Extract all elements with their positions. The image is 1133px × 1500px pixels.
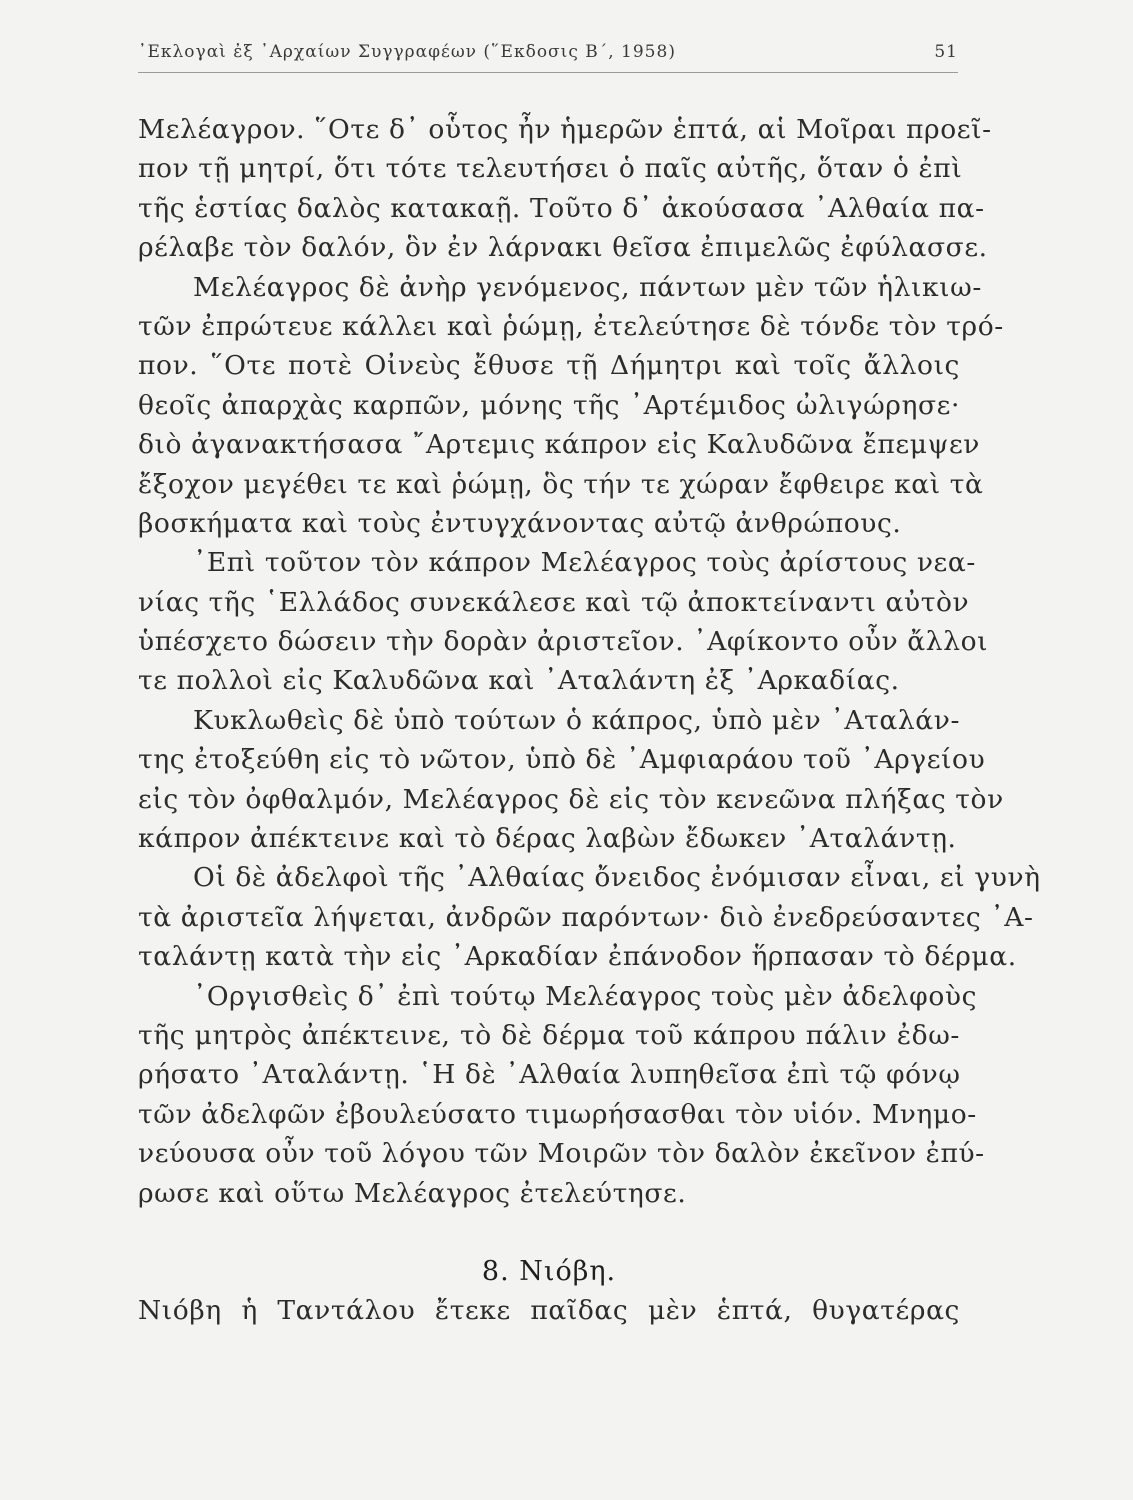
- text-line: ἔξοχον μεγέθει τε καὶ ῥώμῃ, ὃς τήν τε χώραν ἔφθειρε καὶ τὰ: [138, 468, 984, 500]
- text-line: ὑπέσχετο δώσειν τὴν δορὰν ἀριστεῖον. ᾿Αφίκοντο οὖν ἄλλοι: [138, 626, 989, 658]
- text-line: ρωσε καὶ οὕτω Μελέαγρος ἐτελεύτησε.: [138, 1177, 687, 1209]
- text-line: τῆς ἑστίας δαλὸς κατακαῇ. Τοῦτο δ᾿ ἀκούσασα ᾿Αλθαία πα-: [138, 192, 985, 224]
- text-line: τῶν ἀδελφῶν ἐβουλεύσατο τιμωρήσασθαι τὸν υἱόν. Μνημο-: [138, 1098, 977, 1130]
- section-first-line: Νιόβη ἡ Ταντάλου ἔτεκε παῖδας μὲν ἑπτά, θυγατέρας: [138, 1295, 960, 1327]
- text-line: νίας τῆς ῾Ελλάδος συνεκάλεσε καὶ τῷ ἀποκτείναντι αὐτὸν: [138, 586, 970, 618]
- paragraph: [138, 110, 992, 268]
- text-line: εἰς τὸν ὀφθαλμόν, Μελέαγρος δὲ εἰς τὸν κενεῶνα πλήξας τὸν: [138, 783, 1004, 815]
- paragraph: [138, 543, 989, 701]
- text-line: Κυκλωθεὶς δὲ ὑπὸ τούτων ὁ κάπρος, ὑπὸ μὲν ᾿Αταλάν-: [193, 704, 960, 736]
- text-line: πον τῇ μητρί, ὅτι τότε τελευτήσει ὁ παῖς αὐτῆς, ὅταν ὁ ἐπὶ: [138, 153, 963, 185]
- text-line: τῆς μητρὸς ἀπέκτεινε, τὸ δὲ δέρμα τοῦ κάπρου πάλιν ἐδω-: [138, 1019, 960, 1051]
- paragraph: [138, 701, 1004, 859]
- text-line: της ἐτοξεύθη εἰς τὸ νῶτον, ὑπὸ δὲ ᾿Αμφιαράου τοῦ ᾿Αργείου: [138, 744, 986, 776]
- paragraph: [138, 977, 985, 1213]
- text-line: νεύουσα οὖν τοῦ λόγου τῶν Μοιρῶν τὸν δαλὸν ἐκεῖνον ἐπύ-: [138, 1138, 985, 1170]
- paragraph-list: [138, 110, 1041, 1213]
- running-head: [138, 42, 958, 62]
- running-head-title: ᾿Εκλογαὶ ἐξ ᾿Αρχαίων Συγγραφέων (῞Εκδοσις Β΄, 1958): [138, 42, 676, 62]
- body-text: [138, 110, 1041, 1331]
- text-line: θεοῖς ἀπαρχὰς καρπῶν, μόνης τῆς ᾿Αρτέμιδος ὠλιγώρησε·: [138, 389, 960, 421]
- paragraph: [138, 268, 1004, 544]
- header-rule: [138, 72, 958, 73]
- text-line: ρέλαβε τὸν δαλόν, ὃν ἐν λάρνακι θεῖσα ἐπιμελῶς ἐφύλασσε.: [138, 232, 988, 264]
- text-line: ᾿Επὶ τοῦτον τὸν κάπρον Μελέαγρος τοὺς ἀρίστους νεα-: [193, 547, 976, 579]
- text-line: κάπρον ἀπέκτεινε καὶ τὸ δέρας λαβὼν ἔδωκεν ᾿Αταλάντῃ.: [138, 823, 957, 855]
- text-line: ρήσατο ᾿Αταλάντῃ. ῾Η δὲ ᾿Αλθαία λυπηθεῖσα ἐπὶ τῷ φόνῳ: [138, 1059, 961, 1091]
- text-line: βοσκήματα καὶ τοὺς ἐντυγχάνοντας αὐτῷ ἀνθρώπους.: [138, 507, 902, 539]
- text-line: τὰ ἀριστεῖα λήψεται, ἀνδρῶν παρόντων· διὸ ἐνεδρεύσαντες ᾿Α-: [138, 901, 1034, 933]
- paragraph: [138, 858, 1041, 976]
- text-line: ταλάντῃ κατὰ τὴν εἰς ᾿Αρκαδίαν ἐπάνοδον ἥρπασαν τὸ δέρμα.: [138, 941, 1017, 973]
- text-line: τε πολλοὶ εἰς Καλυδῶνα καὶ ᾿Αταλάντη ἐξ ᾿Αρκαδίας.: [138, 665, 900, 697]
- text-line: ᾿Οργισθεὶς δ᾿ ἐπὶ τούτῳ Μελέαγρος τοὺς μὲν ἀδελφοὺς: [193, 980, 978, 1012]
- page-number: 51: [934, 42, 958, 62]
- text-line: διὸ ἀγανακτήσασα ῎Αρτεμις κάπρον εἰς Καλυδῶνα ἔπεμψεν: [138, 429, 981, 461]
- text-line: Μελέαγρος δὲ ἀνὴρ γενόμενος, πάντων μὲν τῶν ἡλικιω-: [193, 271, 982, 303]
- text-line: Οἱ δὲ ἀδελφοὶ τῆς ᾿Αλθαίας ὄνειδος ἐνόμισαν εἶναι, εἰ γυνὴ: [193, 862, 1041, 894]
- text-line: πον. ῞Οτε ποτὲ Οἰνεὺς ἔθυσε τῇ Δήμητρι καὶ τοῖς ἄλλοις: [138, 350, 960, 382]
- text-line: τῶν ἐπρώτευε κάλλει καὶ ῥώμῃ, ἐτελεύτησε δὲ τόνδε τὸν τρό-: [138, 310, 1004, 342]
- text-line: Μελέαγρον. ῞Οτε δ᾿ οὗτος ἦν ἡμερῶν ἑπτά, αἱ Μοῖραι προεῖ-: [138, 114, 992, 145]
- section-heading: 8. Νιόβη.: [481, 1255, 617, 1287]
